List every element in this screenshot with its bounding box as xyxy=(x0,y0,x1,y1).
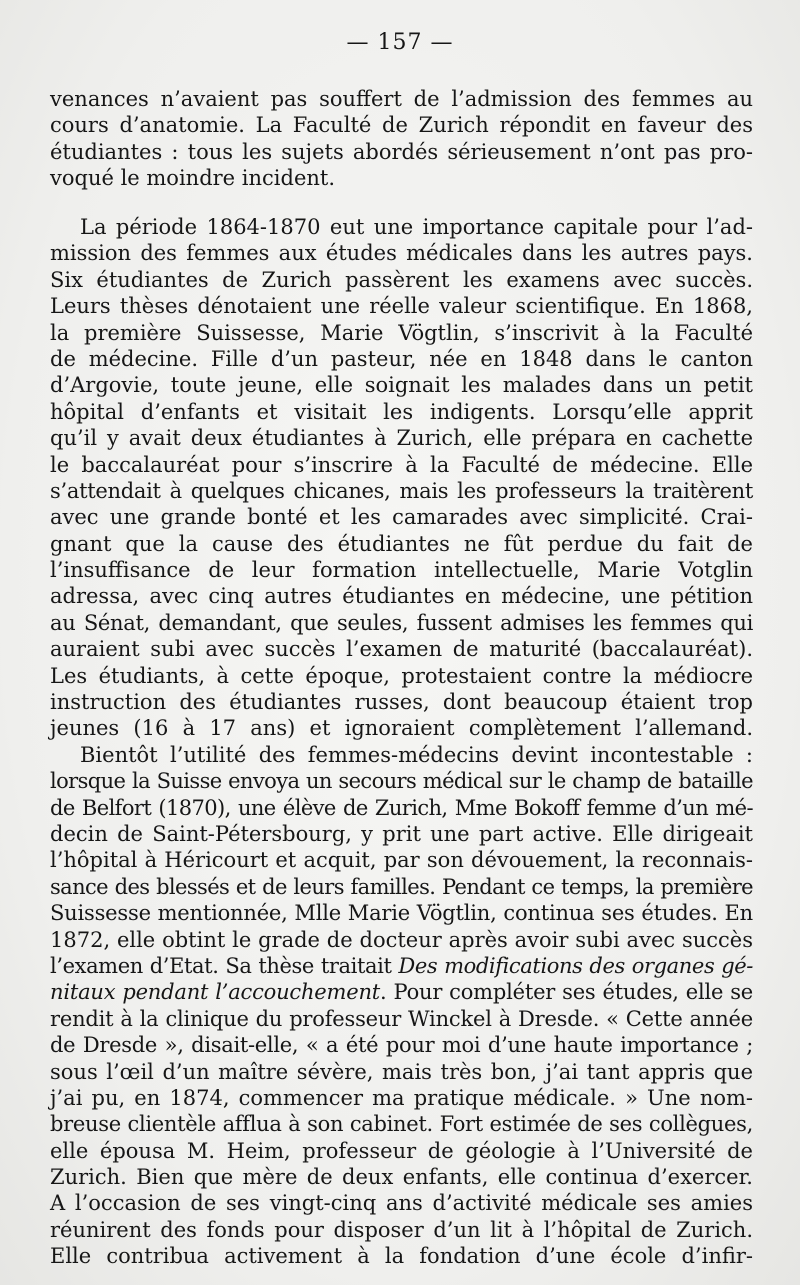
text-line: Six étudiantes de Zurich passèrent les examens avec succès. xyxy=(50,267,753,292)
text-line: sous l’œil d’un maître sévère, mais très bon, j’ai tant appris que xyxy=(50,1059,753,1084)
text-line: auraient subi avec succès l’examen de maturité (baccalauréat). xyxy=(50,637,753,662)
text-line: decin de Saint-Pétersbourg, y prit une part active. Elle dirigeait xyxy=(50,821,753,846)
text-line: breuse clientèle afflua à son cabinet. Fort estimée de ses collègues, xyxy=(50,1112,753,1137)
thesis-title-part-2: nitaux pendant l’accouchement xyxy=(50,980,381,1005)
text-line: Bientôt l’utilité des femmes-médecins devint incontestable : xyxy=(80,742,753,767)
text-line: au Sénat, demandant, que seules, fussent admises les femmes qui xyxy=(50,610,753,635)
text-line: la première Suissesse, Marie Vögtlin, s’inscrivit à la Faculté xyxy=(50,320,753,345)
text-line: Les étudiants, à cette époque, protestaient contre la médiocre xyxy=(50,663,753,688)
text-line: l’insuffisance de leur formation intellectuelle, Marie Votglin xyxy=(50,558,753,583)
thesis-line-2 xyxy=(50,979,753,1005)
text-line: venances n’avaient pas souffert de l’admission des femmes au xyxy=(50,87,753,111)
text-line: A l’occasion de ses vingt-cinq ans d’activité médicale ses amies xyxy=(50,1191,753,1216)
text-line: cours d’anatomie. La Faculté de Zurich répondit en faveur des xyxy=(50,113,753,138)
text-line: elle épousa M. Heim, professeur de géologie à l’Université de xyxy=(50,1138,753,1163)
thesis-line-prefix: l’examen d’Etat. Sa thèse traitait xyxy=(50,953,399,978)
text-line: j’ai pu, en 1874, commencer ma pratique médicale. » Une nom- xyxy=(50,1085,753,1110)
text-line: de Dresde », disait-elle, « a été pour moi d’une haute importance ; xyxy=(50,1033,753,1058)
thesis-line-suffix: . Pour compléter ses études, elle se xyxy=(380,980,753,1005)
text-line: réunirent des fonds pour disposer d’un lit à l’hôpital de Zurich. xyxy=(50,1217,753,1242)
text-line: 1872, elle obtint le grade de docteur après avoir subi avec succès xyxy=(50,927,753,952)
text-line: hôpital d’enfants et visitait les indigents. Lorsqu’elle apprit xyxy=(50,399,753,424)
paragraph-1 xyxy=(50,86,753,192)
text-line: Suissesse mentionnée, Mlle Marie Vögtlin, continua ses études. En xyxy=(50,901,753,926)
text-line: d’Argovie, toute jeune, elle soignait les malades dans un petit xyxy=(50,373,753,398)
text-line: de médecine. Fille d’un pasteur, née en 1848 dans le canton xyxy=(50,346,753,371)
paragraph-2 xyxy=(50,214,753,1270)
text-line: rendit à la clinique du professeur Winckel à Dresde. « Cette année xyxy=(50,1006,753,1031)
thesis-title-part-1: Des modifications des organes gé- xyxy=(398,953,753,978)
text-line: mission des femmes aux études médicales dans les autres pays. xyxy=(50,241,753,266)
text-line: de Belfort (1870), une élève de Zurich, Mme Bokoff femme d’un mé- xyxy=(50,795,753,820)
text-line: sance des blessés et de leurs familles. Pendant ce temps, la première xyxy=(50,874,753,899)
text-line: instruction des étudiantes russes, dont beaucoup étaient trop xyxy=(50,690,753,715)
text-line: jeunes (16 à 17 ans) et ignoraient complètement l’allemand. xyxy=(50,716,753,741)
text-line: l’hôpital à Héricourt et acquit, par son dévouement, la reconnais- xyxy=(50,848,753,873)
text-line: voqué le moindre incident. xyxy=(50,166,336,191)
text-line: Leurs thèses dénotaient une réelle valeur scientifique. En 1868, xyxy=(50,294,753,319)
text-line: gnant que la cause des étudiantes ne fût perdue du fait de xyxy=(50,531,753,556)
text-line: Elle contribua activement à la fondation d’une école d’infir- xyxy=(50,1244,753,1269)
text-line: lorsque la Suisse envoya un secours médical sur le champ de bataille xyxy=(50,769,753,794)
text-line: adressa, avec cinq autres étudiantes en médecine, une pétition xyxy=(50,584,753,609)
text-line: le baccalauréat pour s’inscrire à la Faculté de médecine. Elle xyxy=(50,452,753,477)
thesis-line xyxy=(50,953,753,979)
text-line: qu’il y avait deux étudiantes à Zurich, elle prépara en cachette xyxy=(50,426,753,451)
page-number: — 157 — xyxy=(346,30,454,55)
text-line: La période 1864-1870 eut une importance capitale pour l’ad- xyxy=(80,215,753,239)
text-line: étudiantes : tous les sujets abordés sérieusement n’ont pas pro- xyxy=(50,139,753,164)
text-line: avec une grande bonté et les camarades avec simplicité. Crai- xyxy=(50,505,753,530)
text-line: s’attendait à quelques chicanes, mais les professeurs la traitèrent xyxy=(50,478,753,503)
text-line: Zurich. Bien que mère de deux enfants, elle continua d’exercer. xyxy=(50,1165,753,1190)
